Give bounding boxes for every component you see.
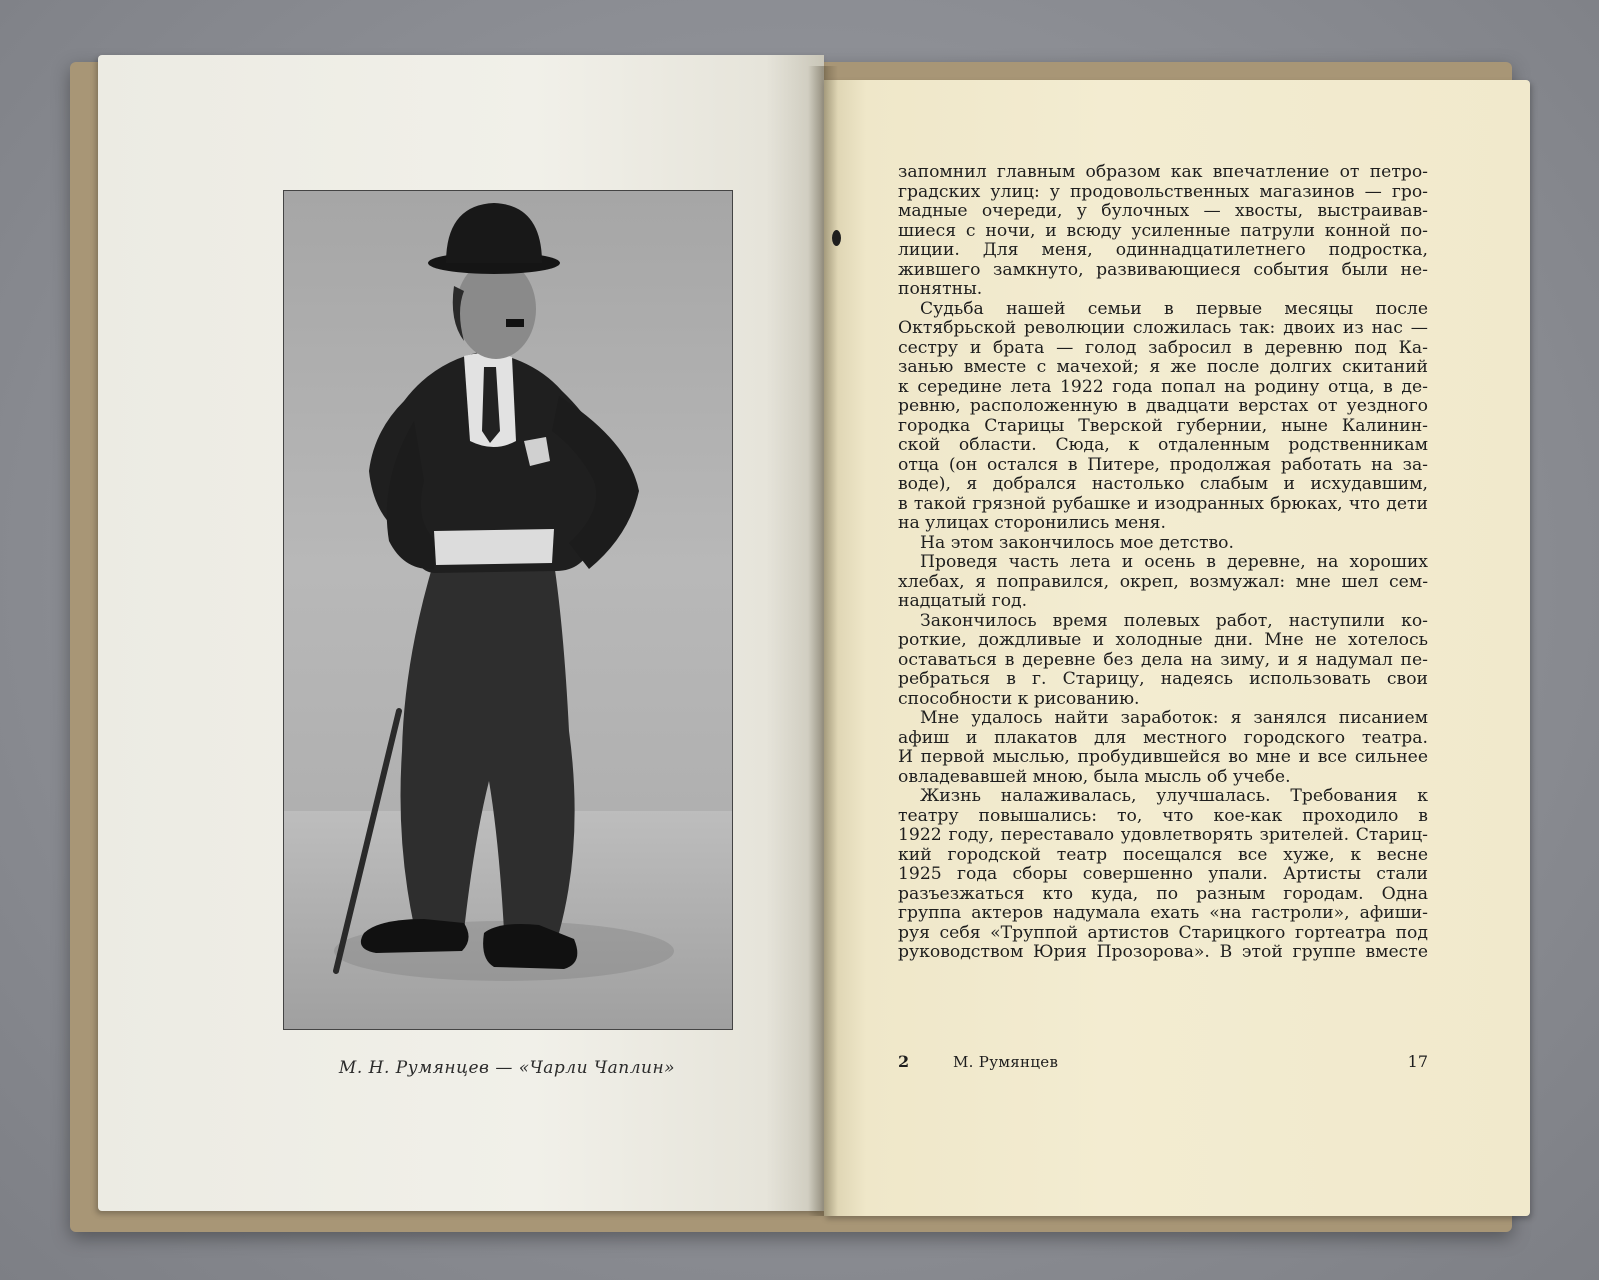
text-line: понятны. [898,279,983,299]
text-line: Закончилось время полевых работ, наступили ко- [920,610,1428,631]
text-line: градских улиц: у продовольственных магазинов — гро- [898,181,1428,202]
text-line: Проведя часть лета и осень в деревне, на хороших [920,552,1428,572]
text-line: 1925 года сборы совершенно упали. Артисты стали [898,864,1428,884]
signature-number: 2 [898,1052,910,1071]
text-line: шиеся с ночи, и всюду усиленные патрули конной по- [898,220,1428,241]
text-line: отца (он остался в Питере, продолжая работать на за- [898,454,1428,475]
text-line: жившего замкнуто, развивающиеся события были не- [898,259,1428,280]
body-text [898,163,1428,963]
text-line: ской области. Сюда, к отдаленным родственникам [898,435,1428,455]
page-edge-mark [832,230,841,246]
text-line: надцатый год. [898,591,1028,611]
text-line: руководством Юрия Прозорова». В этой группе вместе [898,942,1428,962]
text-line: Судьба нашей семьи в первые месяцы после [920,298,1428,319]
text-line: руя себя «Труппой артистов Старицкого гортеатра под [898,922,1428,943]
text-line: ребраться в г. Старицу, надеясь использовать свои [898,669,1428,689]
text-line: 1922 году, переставало удовлетворять зрителей. Стариц- [898,825,1428,845]
text-line: занью вместе с мачехой; я же после долгих скитаний [898,357,1428,377]
page-footer [898,1052,1428,1076]
text-line: городка Старицы Тверской губернии, ныне Калинин- [898,415,1428,436]
text-line: воде), я добрался настолько слабым и исхудавшим, [898,474,1428,494]
text-line: роткие, дождливые и холодные дни. Мне не хотелось [898,630,1428,650]
text-line: на улицах сторонились меня. [898,513,1166,533]
text-line: Жизнь налаживалась, улучшалась. Требования к [920,786,1428,806]
text-line: овладевавшей мною, была мысль об учебе. [898,766,1291,787]
text-line: На этом закончилось мое детство. [920,532,1234,553]
photo-caption: М. Н. Румянцев — «Чарли Чаплин» [338,1058,676,1078]
text-line: Мне удалось найти заработок: я занялся писанием [920,708,1428,728]
text-line: ревню, расположенную в двадцати верстах от уездного [898,396,1428,416]
photo-plate [283,190,733,1030]
text-line: оставаться в деревне без дела на зиму, и я надумал пе- [898,649,1428,670]
text-line: мадные очереди, у булочных — хвосты, выстраивав- [898,201,1428,221]
text-line: хлебах, я поправился, окреп, возмужал: мне шел сем- [898,571,1428,592]
page-number: 17 [1407,1052,1428,1071]
text-line: группа актеров надумала ехать «на гастроли», афиши- [898,903,1428,923]
text-line: лиции. Для меня, одиннадцатилетнего подростка, [898,240,1428,260]
text-line: способности к рисованию. [898,688,1140,709]
text-line: кий городской театр посещался все хуже, к весне [898,844,1428,865]
text-line: И первой мыслью, пробудившейся во мне и все сильнее [898,747,1428,767]
text-line: запомнил главным образом как впечатление от петро- [898,162,1428,182]
signature-author: М. Румянцев [953,1053,1059,1071]
text-line: Октябрьской революции сложилась так: двоих из нас — [898,318,1428,338]
text-line: афиш и плакатов для местного городского театра. [898,727,1428,748]
text-line: в такой грязной рубашке и изодранных брюках, что дети [898,493,1428,514]
text-line: разъезжаться кто куда, по разным городам. Одна [898,883,1428,904]
text-line: к середине лета 1922 года попал на родину отца, в де- [898,376,1428,397]
text-line: театру повышались: то, что кое-как проходило в [898,805,1428,826]
figure-silhouette-illustration [284,191,732,1029]
text-line: сестру и брата — голод забросил в деревню под Ка- [898,337,1428,358]
